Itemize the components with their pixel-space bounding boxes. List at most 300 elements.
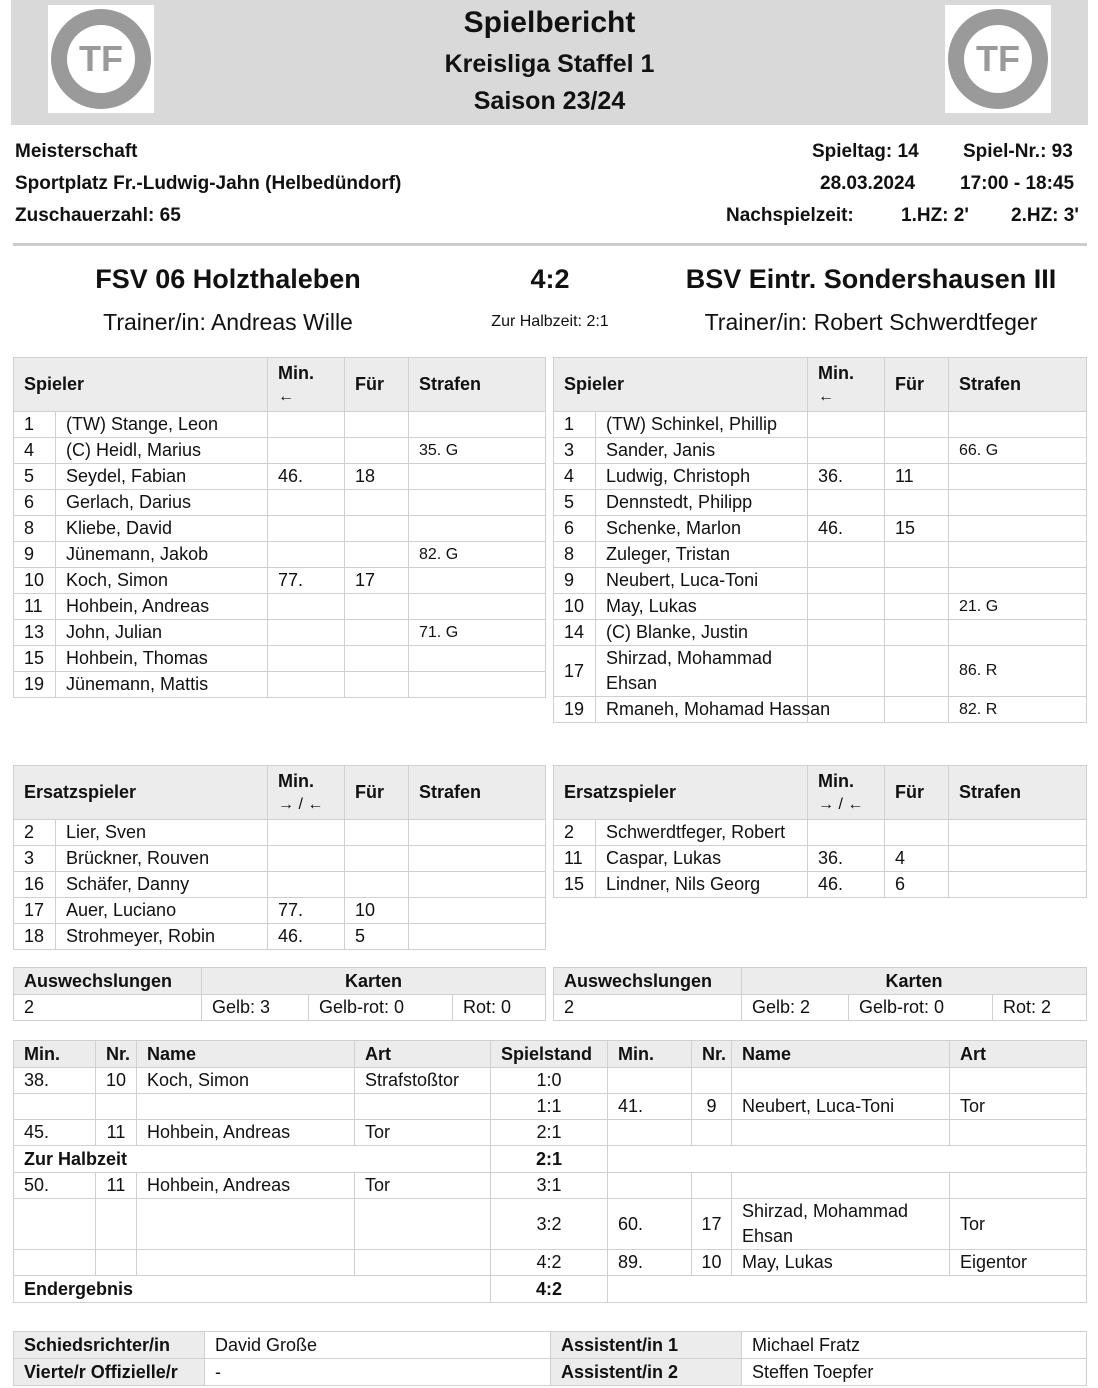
- fourth-official-label: Vierte/r Offizielle/r: [14, 1359, 205, 1386]
- substitution-minute: 36.: [808, 464, 885, 490]
- home-substitution-count: 2: [14, 995, 202, 1021]
- min-header: Min. ←: [808, 358, 885, 412]
- goal-row: [14, 1120, 1087, 1146]
- player-name: Strohmeyer, Robin: [56, 924, 268, 950]
- player-name: (TW) Schinkel, Phillip: [596, 412, 808, 438]
- substitution-minute: 77.: [268, 898, 345, 924]
- referee-label: Schiedsrichter/in: [14, 1332, 205, 1359]
- player-name: Schwerdtfeger, Robert: [596, 820, 808, 846]
- penalty: [949, 568, 1087, 594]
- referee-name: David Große: [205, 1332, 551, 1359]
- player-name: Hohbein, Thomas: [56, 646, 268, 672]
- away-yellow-cards: Gelb: 2: [742, 995, 849, 1021]
- away-goal-type: [950, 1068, 1087, 1094]
- penalties-header: Strafen: [949, 358, 1087, 412]
- substitution-minute: [268, 846, 345, 872]
- player-name: (C) Blanke, Justin: [596, 620, 808, 646]
- player-name: Hohbein, Andreas: [56, 594, 268, 620]
- home-goal-type: [355, 1250, 491, 1276]
- for-header: Für: [885, 766, 949, 820]
- away-goal-scorer: Shirzad, Mohammad Ehsan: [732, 1199, 950, 1250]
- substituted-for: [885, 697, 949, 723]
- substitution-minute: [808, 542, 885, 568]
- player-name: Brückner, Rouven: [56, 846, 268, 872]
- goal-row: [14, 1094, 1087, 1120]
- shirt-number: 10: [14, 568, 56, 594]
- halftime-label: Zur Halbzeit: [14, 1146, 491, 1173]
- substitutions-header: Auswechslungen: [554, 968, 742, 995]
- player-name: Zuleger, Tristan: [596, 542, 808, 568]
- substitution-minute: 46.: [268, 464, 345, 490]
- away-lineup-table: [553, 357, 1087, 723]
- penalty: [949, 516, 1087, 542]
- substitution-minute: 46.: [268, 924, 345, 950]
- min-header: Min. → / ←: [808, 766, 885, 820]
- for-header: Für: [345, 766, 409, 820]
- player-row: [14, 594, 546, 620]
- substituted-for: 17: [345, 568, 409, 594]
- player-row: [554, 820, 1087, 846]
- substitution-minute: [808, 438, 885, 464]
- substituted-for: [345, 672, 409, 698]
- shirt-number: 17: [554, 646, 596, 697]
- player-name: Ludwig, Christoph: [596, 464, 808, 490]
- shirt-number: 3: [14, 846, 56, 872]
- penalty: 35. G: [409, 438, 546, 464]
- goals-table: [13, 1040, 1087, 1303]
- for-header: Für: [885, 358, 949, 412]
- home-goal-number: [96, 1199, 137, 1250]
- goal-no-header: Nr.: [692, 1041, 732, 1068]
- substituted-for: 11: [885, 464, 949, 490]
- substituted-for: 10: [345, 898, 409, 924]
- score: 1:0: [491, 1068, 608, 1094]
- substitution-minute: [808, 490, 885, 516]
- goal-type-header: Art: [950, 1041, 1087, 1068]
- player-name: Sander, Janis: [596, 438, 808, 464]
- player-name: Schäfer, Danny: [56, 872, 268, 898]
- substitution-minute: [268, 646, 345, 672]
- shirt-number: 6: [554, 516, 596, 542]
- shirt-number: 1: [14, 412, 56, 438]
- stoppage-label: Nachspielzeit:: [726, 205, 854, 226]
- player-row: [554, 846, 1087, 872]
- substituted-for: 5: [345, 924, 409, 950]
- shirt-number: 11: [554, 846, 596, 872]
- player-row: [554, 438, 1087, 464]
- assistant1-label: Assistent/in 1: [551, 1332, 742, 1359]
- penalty: 21. G: [949, 594, 1087, 620]
- player-name: Dennstedt, Philipp: [596, 490, 808, 516]
- player-row: [14, 672, 546, 698]
- home-subs-table: [13, 765, 546, 950]
- substituted-for: 4: [885, 846, 949, 872]
- stoppage-first-half: 1.HZ: 2': [901, 205, 969, 226]
- penalty: [409, 464, 546, 490]
- goal-row: [14, 1250, 1087, 1276]
- venue: Sportplatz Fr.-Ludwig-Jahn (Helbedündorf): [15, 173, 402, 194]
- away-goal-number: 17: [692, 1199, 732, 1250]
- shirt-number: 9: [14, 542, 56, 568]
- away-stats-table: [553, 967, 1087, 1021]
- shirt-number: 17: [14, 898, 56, 924]
- home-goal-minute: [14, 1199, 96, 1250]
- substituted-for: [885, 820, 949, 846]
- away-red-cards: Rot: 2: [993, 995, 1087, 1021]
- report-title: Spielbericht: [463, 6, 636, 39]
- goal-name-header: Name: [732, 1041, 950, 1068]
- player-name: (TW) Stange, Leon: [56, 412, 268, 438]
- goal-row: [14, 1068, 1087, 1094]
- min-header: Min. → / ←: [268, 766, 345, 820]
- final-label: Endergebnis: [14, 1276, 491, 1303]
- away-goal-scorer: [732, 1173, 950, 1199]
- player-name: Jünemann, Mattis: [56, 672, 268, 698]
- home-stats-table: [13, 967, 546, 1021]
- assistant2-label: Assistent/in 2: [551, 1359, 742, 1386]
- shirt-number: 16: [14, 872, 56, 898]
- penalty: [409, 872, 546, 898]
- penalty: 82. R: [949, 697, 1087, 723]
- shirt-number: 14: [554, 620, 596, 646]
- substitution-minute: 46.: [808, 516, 885, 542]
- substituted-for: [885, 620, 949, 646]
- player-row: [554, 646, 1087, 697]
- substitution-minute: [268, 872, 345, 898]
- player-header: Spieler: [14, 358, 268, 412]
- goal-row: [14, 1173, 1087, 1199]
- player-row: [14, 412, 546, 438]
- player-row: [554, 620, 1087, 646]
- substituted-for: [345, 542, 409, 568]
- player-name: Lindner, Nils Georg: [596, 872, 808, 898]
- shirt-number: 5: [14, 464, 56, 490]
- penalty: 66. G: [949, 438, 1087, 464]
- away-goal-minute: 60.: [608, 1199, 692, 1250]
- cards-header: Karten: [202, 968, 546, 995]
- penalty: [409, 646, 546, 672]
- substitution-minute: [268, 516, 345, 542]
- final-score: 4:2: [530, 264, 570, 294]
- match-date: 28.03.2024: [820, 173, 916, 194]
- goal-min-header: Min.: [14, 1041, 96, 1068]
- penalty: [949, 490, 1087, 516]
- player-row: [14, 846, 546, 872]
- substitution-minute: [808, 646, 885, 697]
- home-goal-scorer: Hohbein, Andreas: [137, 1120, 355, 1146]
- home-goal-type: Tor: [355, 1173, 491, 1199]
- home-goal-scorer: Hohbein, Andreas: [137, 1173, 355, 1199]
- away-subs-table: [553, 765, 1087, 898]
- substituted-for: [885, 568, 949, 594]
- goal-no-header: Nr.: [96, 1041, 137, 1068]
- svg-text:TF: TF: [976, 38, 1020, 79]
- shirt-number: 1: [554, 412, 596, 438]
- substituted-for: [345, 846, 409, 872]
- away-goal-number: 9: [692, 1094, 732, 1120]
- player-name: Shirzad, Mohammad Ehsan: [596, 646, 808, 697]
- player-row: [554, 490, 1087, 516]
- away-coach: Trainer/in: Robert Schwerdtfeger: [704, 309, 1038, 335]
- substituted-for: [345, 412, 409, 438]
- shirt-number: 9: [554, 568, 596, 594]
- home-yellow-cards: Gelb: 3: [202, 995, 309, 1021]
- svg-text:TF: TF: [79, 38, 123, 79]
- substitution-minute: [808, 412, 885, 438]
- score: 2:1: [491, 1120, 608, 1146]
- score: 4:2: [491, 1276, 608, 1303]
- player-row: [14, 542, 546, 568]
- fourth-official-name: -: [205, 1359, 551, 1386]
- shirt-number: 4: [14, 438, 56, 464]
- assistant1-name: Michael Fratz: [742, 1332, 1087, 1359]
- home-lineup-table: [13, 357, 546, 698]
- shirt-number: 19: [14, 672, 56, 698]
- substituted-for: [885, 490, 949, 516]
- substituted-for: [345, 516, 409, 542]
- goal-min-header: Min.: [608, 1041, 692, 1068]
- shirt-number: 3: [554, 438, 596, 464]
- shirt-number: 8: [554, 542, 596, 568]
- away-goal-type: [950, 1173, 1087, 1199]
- goal-row: [14, 1146, 1087, 1173]
- home-coach: Trainer/in: Andreas Wille: [103, 309, 353, 335]
- away-subs-rows: [554, 820, 1087, 898]
- goal-name-header: Name: [137, 1041, 355, 1068]
- away-goal-scorer: [732, 1068, 950, 1094]
- player-row: [554, 697, 1087, 723]
- penalty: [409, 924, 546, 950]
- penalty: [949, 872, 1087, 898]
- halftime-score: Zur Halbzeit: 2:1: [491, 313, 609, 330]
- goal-score-header: Spielstand: [491, 1041, 608, 1068]
- match-time: 17:00 - 18:45: [960, 173, 1075, 194]
- substituted-for: [885, 646, 949, 697]
- away-substitution-count: 2: [554, 995, 742, 1021]
- player-row: [14, 820, 546, 846]
- substituted-for: [345, 594, 409, 620]
- home-yellow-red-cards: Gelb-rot: 0: [309, 995, 453, 1021]
- substitution-minute: [268, 412, 345, 438]
- goal-row: [14, 1199, 1087, 1250]
- substitution-minute: [268, 438, 345, 464]
- shirt-number: 2: [14, 820, 56, 846]
- home-goal-type: [355, 1094, 491, 1120]
- penalty: [949, 846, 1087, 872]
- away-goal-scorer: [732, 1120, 950, 1146]
- subs-header: Ersatzspieler: [554, 766, 808, 820]
- shirt-number: 19: [554, 697, 596, 723]
- penalty: [949, 820, 1087, 846]
- away-goal-type: Tor: [950, 1094, 1087, 1120]
- penalty: [949, 412, 1087, 438]
- report-header: [11, 0, 1088, 125]
- shirt-number: 13: [14, 620, 56, 646]
- substitution-minute: [268, 490, 345, 516]
- substitution-minute: [268, 594, 345, 620]
- shirt-number: 11: [14, 594, 56, 620]
- goal-type-header: Art: [355, 1041, 491, 1068]
- player-name: Kliebe, David: [56, 516, 268, 542]
- competition: Meisterschaft: [15, 141, 138, 162]
- substituted-for: [345, 646, 409, 672]
- substitution-minute: [808, 620, 885, 646]
- empty-cell: [608, 1146, 1087, 1173]
- substitution-minute: [268, 820, 345, 846]
- substitutions-header: Auswechslungen: [14, 968, 202, 995]
- player-row: [14, 620, 546, 646]
- player-row: [14, 490, 546, 516]
- officials-table: [13, 1331, 1087, 1386]
- home-goal-number: 11: [96, 1173, 137, 1199]
- player-row: [14, 646, 546, 672]
- penalty: [409, 516, 546, 542]
- away-goal-minute: 89.: [608, 1250, 692, 1276]
- substitution-minute: [808, 568, 885, 594]
- penalty: 86. R: [949, 646, 1087, 697]
- penalties-header: Strafen: [409, 358, 546, 412]
- penalty: [409, 594, 546, 620]
- penalties-header: Strafen: [409, 766, 546, 820]
- away-goal-scorer: May, Lukas: [732, 1250, 950, 1276]
- shirt-number: 5: [554, 490, 596, 516]
- subs-header: Ersatzspieler: [14, 766, 268, 820]
- home-goal-scorer: [137, 1250, 355, 1276]
- goal-row: [14, 1276, 1087, 1303]
- away-goal-number: 10: [692, 1250, 732, 1276]
- substituted-for: [345, 438, 409, 464]
- home-red-cards: Rot: 0: [453, 995, 546, 1021]
- shirt-number: 8: [14, 516, 56, 542]
- player-row: [554, 464, 1087, 490]
- substitution-minute: [808, 594, 885, 620]
- substituted-for: 6: [885, 872, 949, 898]
- shirt-number: 10: [554, 594, 596, 620]
- player-name: Koch, Simon: [56, 568, 268, 594]
- away-goal-minute: [608, 1120, 692, 1146]
- away-goal-type: Eigentor: [950, 1250, 1087, 1276]
- penalty: [949, 542, 1087, 568]
- player-name: Rmaneh, Mohamad Hassan: [596, 697, 808, 723]
- substitution-minute: [268, 620, 345, 646]
- season: Saison 23/24: [473, 87, 626, 115]
- home-goal-type: Tor: [355, 1120, 491, 1146]
- substitution-minute: [268, 672, 345, 698]
- substituted-for: [345, 620, 409, 646]
- substitution-minute: [268, 542, 345, 568]
- home-goal-number: 10: [96, 1068, 137, 1094]
- home-goal-number: 11: [96, 1120, 137, 1146]
- player-name: Jünemann, Jakob: [56, 542, 268, 568]
- penalty: [409, 846, 546, 872]
- substitution-minute: [808, 820, 885, 846]
- penalty: 82. G: [409, 542, 546, 568]
- home-goal-minute: 50.: [14, 1173, 96, 1199]
- player-name: Lier, Sven: [56, 820, 268, 846]
- min-header: Min. ←: [268, 358, 345, 412]
- shirt-number: 15: [14, 646, 56, 672]
- player-row: [14, 438, 546, 464]
- player-name: Auer, Luciano: [56, 898, 268, 924]
- away-goal-number: [692, 1068, 732, 1094]
- for-header: Für: [345, 358, 409, 412]
- substitution-minute: 46.: [808, 872, 885, 898]
- penalties-header: Strafen: [949, 766, 1087, 820]
- home-goal-scorer: Koch, Simon: [137, 1068, 355, 1094]
- player-name: John, Julian: [56, 620, 268, 646]
- home-goal-minute: 38.: [14, 1068, 96, 1094]
- shirt-number: 15: [554, 872, 596, 898]
- substituted-for: [345, 872, 409, 898]
- score: 3:2: [491, 1199, 608, 1250]
- player-row: [14, 924, 546, 950]
- player-header: Spieler: [554, 358, 808, 412]
- stoppage-second-half: 2.HZ: 3': [1011, 205, 1079, 226]
- penalty: 71. G: [409, 620, 546, 646]
- home-goal-number: [96, 1094, 137, 1120]
- away-goal-minute: [608, 1173, 692, 1199]
- player-row: [554, 542, 1087, 568]
- away-goal-number: [692, 1120, 732, 1146]
- home-team: FSV 06 Holzthaleben: [95, 264, 361, 294]
- player-name: Neubert, Luca-Toni: [596, 568, 808, 594]
- player-name: Schenke, Marlon: [596, 516, 808, 542]
- home-goal-minute: 45.: [14, 1120, 96, 1146]
- away-lineup-rows: [554, 412, 1087, 723]
- player-row: [554, 412, 1087, 438]
- empty-cell: [608, 1276, 1087, 1303]
- player-name: Gerlach, Darius: [56, 490, 268, 516]
- penalty: [409, 412, 546, 438]
- player-row: [554, 594, 1087, 620]
- shirt-number: 6: [14, 490, 56, 516]
- cards-header: Karten: [742, 968, 1087, 995]
- penalty: [949, 464, 1087, 490]
- shirt-number: 4: [554, 464, 596, 490]
- substituted-for: [885, 594, 949, 620]
- goals-rows: [14, 1068, 1087, 1303]
- penalty: [949, 620, 1087, 646]
- player-name: Caspar, Lukas: [596, 846, 808, 872]
- away-goal-scorer: Neubert, Luca-Toni: [732, 1094, 950, 1120]
- league-name: Kreisliga Staffel 1: [444, 50, 655, 78]
- home-goal-type: Strafstoßtor: [355, 1068, 491, 1094]
- spectators: Zuschauerzahl: 65: [15, 205, 181, 226]
- away-goal-number: [692, 1173, 732, 1199]
- player-row: [14, 898, 546, 924]
- away-team: BSV Eintr. Sondershausen III: [685, 264, 1057, 294]
- player-row: [554, 516, 1087, 542]
- penalty: [409, 672, 546, 698]
- home-goal-number: [96, 1250, 137, 1276]
- score: 2:1: [491, 1146, 608, 1173]
- substitution-minute: 36.: [808, 846, 885, 872]
- home-lineup-rows: [14, 412, 546, 698]
- penalty: [409, 568, 546, 594]
- player-row: [554, 872, 1087, 898]
- home-goal-minute: [14, 1094, 96, 1120]
- penalty: [409, 820, 546, 846]
- substituted-for: [345, 490, 409, 516]
- player-name: Seydel, Fabian: [56, 464, 268, 490]
- player-name: (C) Heidl, Marius: [56, 438, 268, 464]
- away-goal-type: Tor: [950, 1199, 1087, 1250]
- home-goal-scorer: [137, 1199, 355, 1250]
- penalty: [409, 490, 546, 516]
- score: 3:1: [491, 1173, 608, 1199]
- substituted-for: 15: [885, 516, 949, 542]
- player-row: [14, 516, 546, 542]
